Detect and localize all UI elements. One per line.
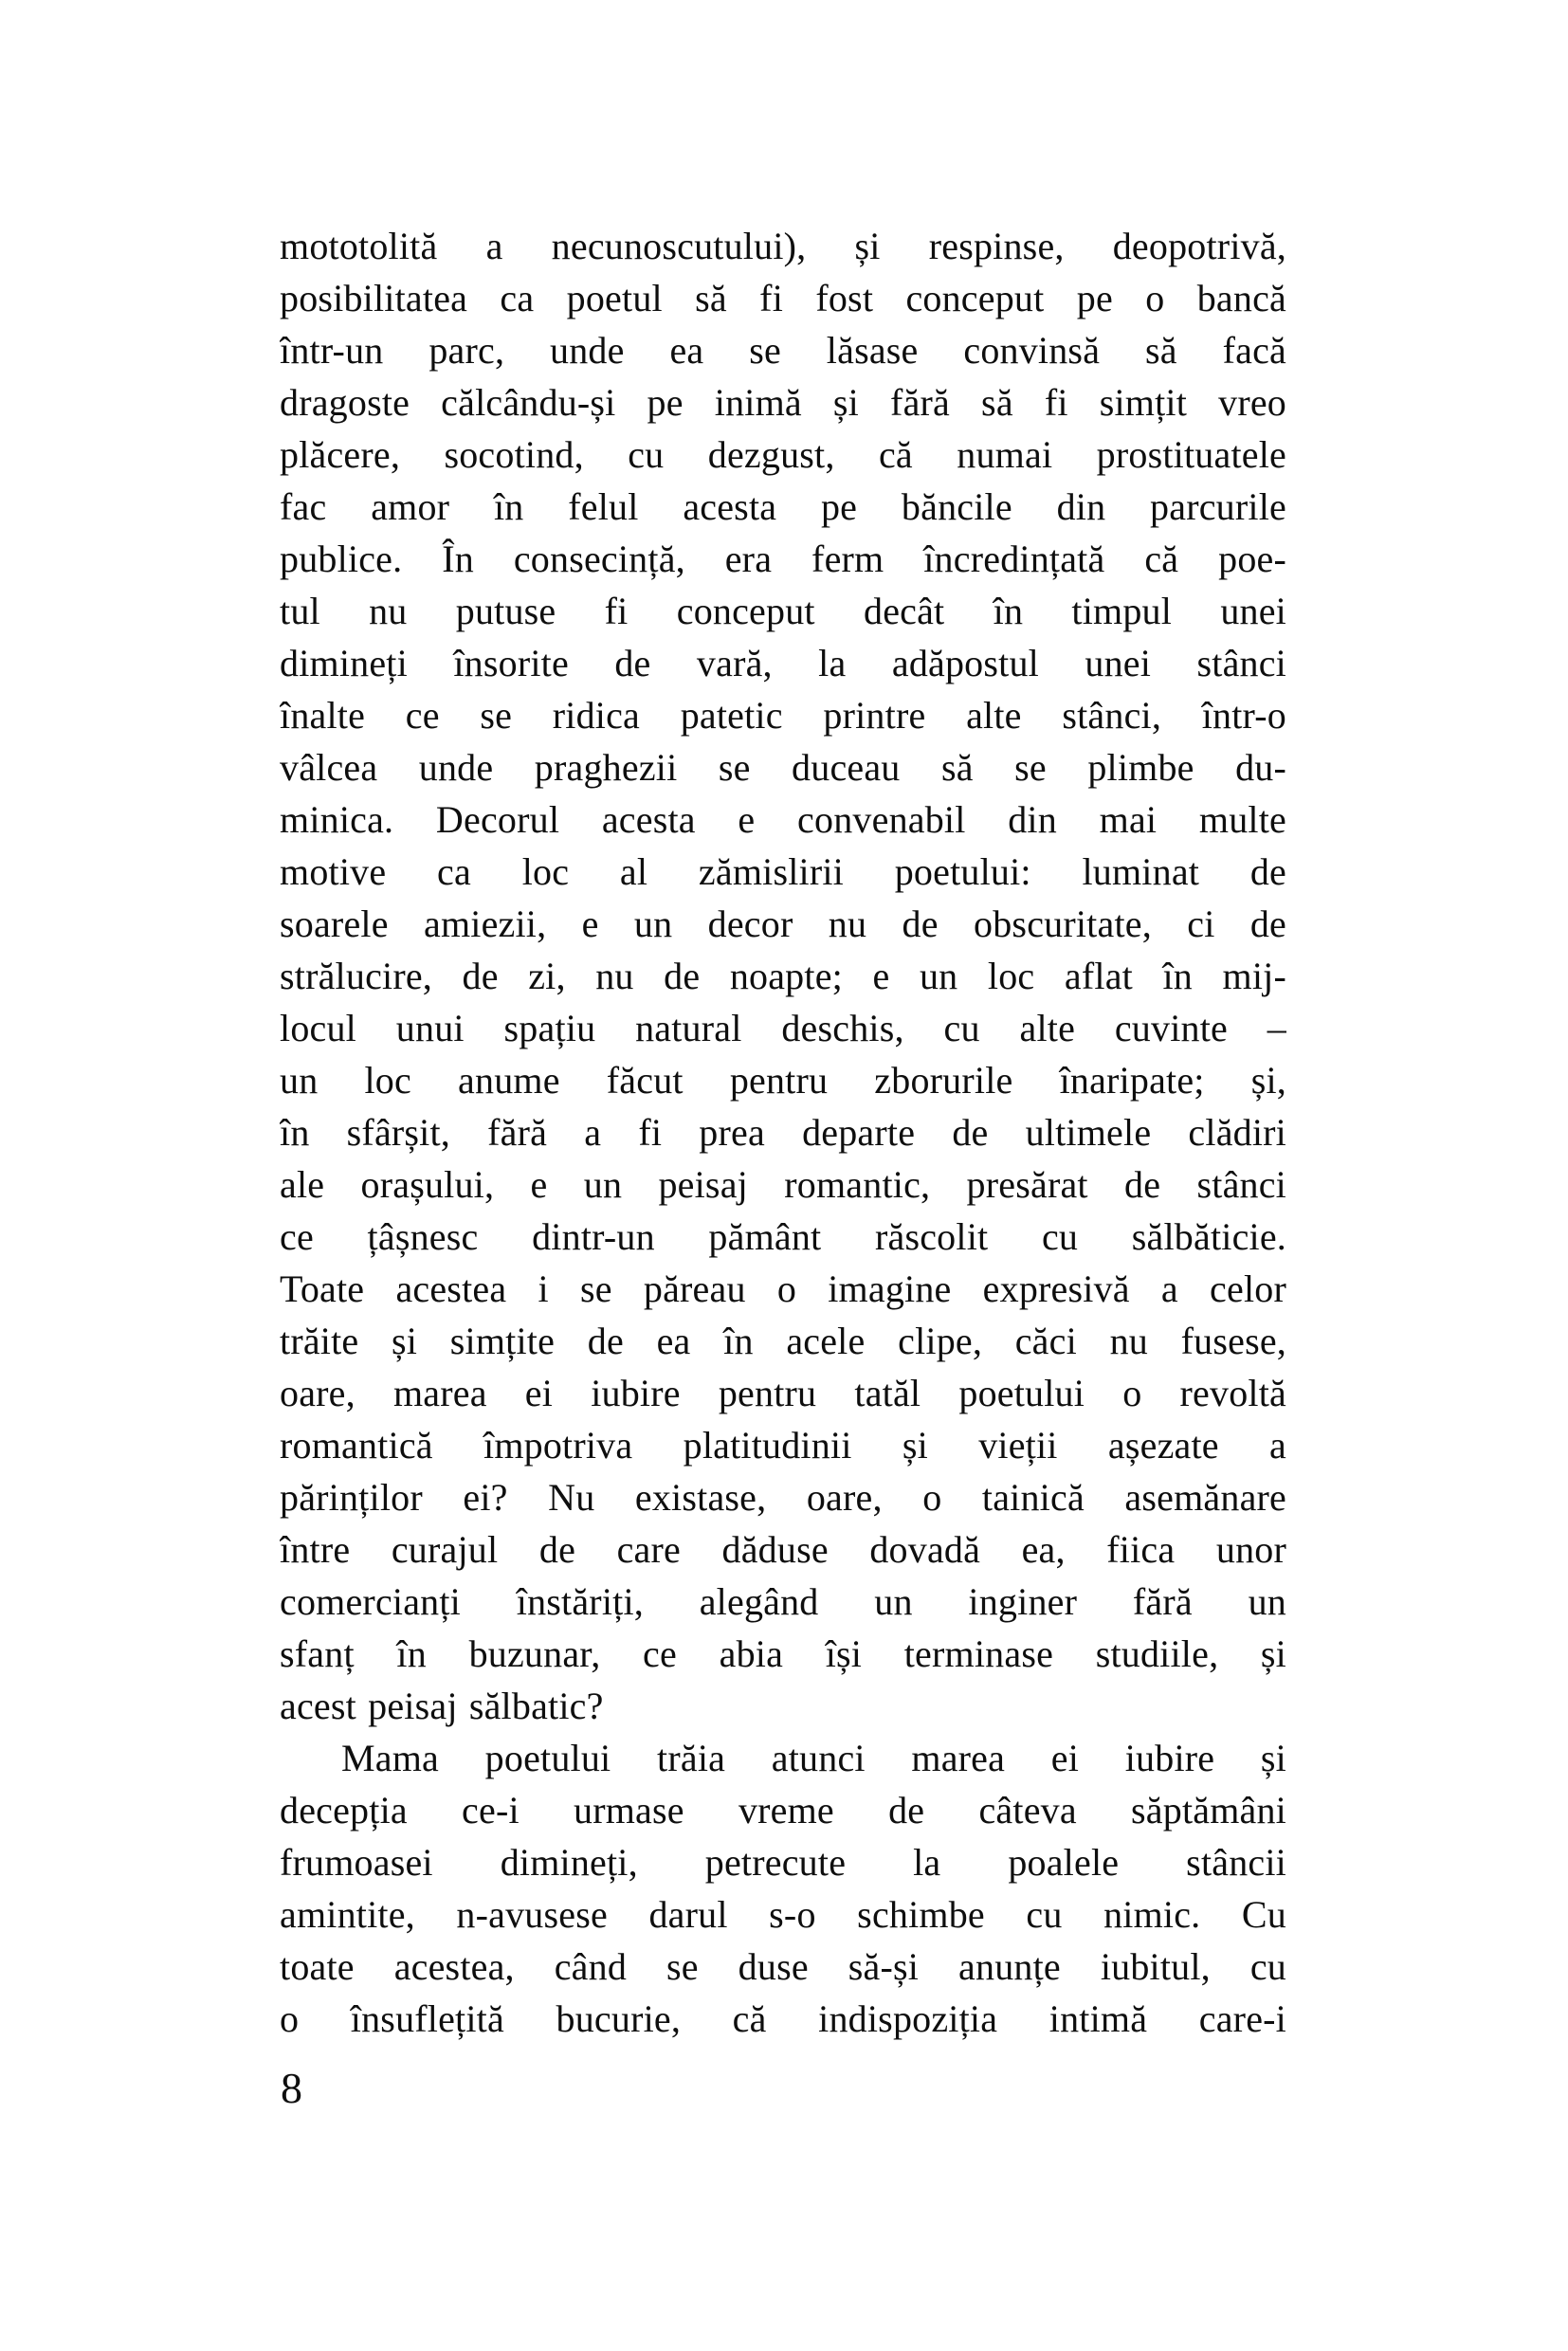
text-line: dragoste călcându-și pe inimă și fără să fi simțit vreo: [280, 381, 1286, 424]
text-line: un loc anume făcut pentru zborurile înaripate; și,: [280, 1059, 1286, 1102]
text-line: fac amor în felul acesta pe băncile din parcurile: [280, 485, 1286, 528]
text-line: frumoasei dimineți, petrecute la poalele stâncii: [280, 1841, 1286, 1884]
text-line: o însuflețită bucurie, că indispoziția intimă care-i: [280, 1997, 1286, 2040]
text-line: în sfârșit, fără a fi prea departe de ultimele clădiri: [280, 1111, 1286, 1154]
text-line: sfanț în buzunar, ce abia își terminase studiile, și: [280, 1632, 1286, 1675]
text-line: amintite, n-avusese darul s-o schimbe cu nimic. Cu: [280, 1893, 1286, 1936]
text-line: mototolită a necunoscutului), și respinse, deopotrivă,: [280, 225, 1286, 267]
text-line: strălucire, de zi, nu de noapte; e un loc aflat în mij-: [280, 955, 1286, 997]
text-line: Toate acestea i se păreau o imagine expresivă a celor: [280, 1267, 1286, 1310]
text-line: minica. Decorul acesta e convenabil din mai multe: [280, 798, 1286, 841]
text-line: publice. În consecință, era ferm încredințată că poe-: [280, 538, 1286, 580]
text-line: plăcere, socotind, cu dezgust, că numai prostituatele: [280, 433, 1286, 476]
text-block: [280, 220, 1286, 2045]
text-line: într-un parc, unde ea se lăsase convinsă să facă: [280, 329, 1286, 372]
text-line: soarele amiezii, e un decor nu de obscuritate, ci de: [280, 902, 1286, 945]
text-line: oare, marea ei iubire pentru tatăl poetului o revoltă: [280, 1372, 1286, 1414]
text-line: locul unui spațiu natural deschis, cu alte cuvinte –: [280, 1007, 1286, 1049]
page-number: 8: [281, 2064, 302, 2112]
text-line: trăite și simțite de ea în acele clipe, căci nu fusese,: [280, 1320, 1286, 1362]
text-line: Mama poetului trăia atunci marea ei iubire și: [341, 1737, 1286, 1779]
text-line: ce țâșnesc dintr-un pământ răscolit cu sălbăticie.: [280, 1215, 1286, 1258]
text-line: între curajul de care dăduse dovadă ea, fiica unor: [280, 1528, 1286, 1571]
text-line: motive ca loc al zămislirii poetului: luminat de: [280, 850, 1286, 893]
text-line: tul nu putuse fi conceput decât în timpul unei: [280, 590, 1286, 632]
text-line: vâlcea unde praghezii se duceau să se plimbe du-: [280, 746, 1286, 789]
text-line: decepția ce-i urmase vreme de câteva săptămâni: [280, 1789, 1286, 1832]
text-line: comercianți înstăriți, alegând un inginer fără un: [280, 1580, 1286, 1623]
paragraph-2: [280, 1732, 1286, 2045]
text-line: posibilitatea ca poetul să fi fost conceput pe o bancă: [280, 277, 1286, 319]
text-line: înalte ce se ridica patetic printre alte stânci, într-o: [280, 694, 1286, 737]
paragraph-1: [280, 220, 1286, 1732]
text-line: toate acestea, când se duse să-și anunțe iubitul, cu: [280, 1945, 1286, 1988]
text-line: acest peisaj sălbatic?: [280, 1685, 604, 1727]
text-line: ale orașului, e un peisaj romantic, presărat de stânci: [280, 1163, 1286, 1206]
text-line: romantică împotriva platitudinii și vieții așezate a: [280, 1424, 1286, 1467]
text-line: dimineți însorite de vară, la adăpostul unei stânci: [280, 642, 1286, 684]
text-line: părinților ei? Nu existase, oare, o tainică asemănare: [280, 1476, 1286, 1519]
